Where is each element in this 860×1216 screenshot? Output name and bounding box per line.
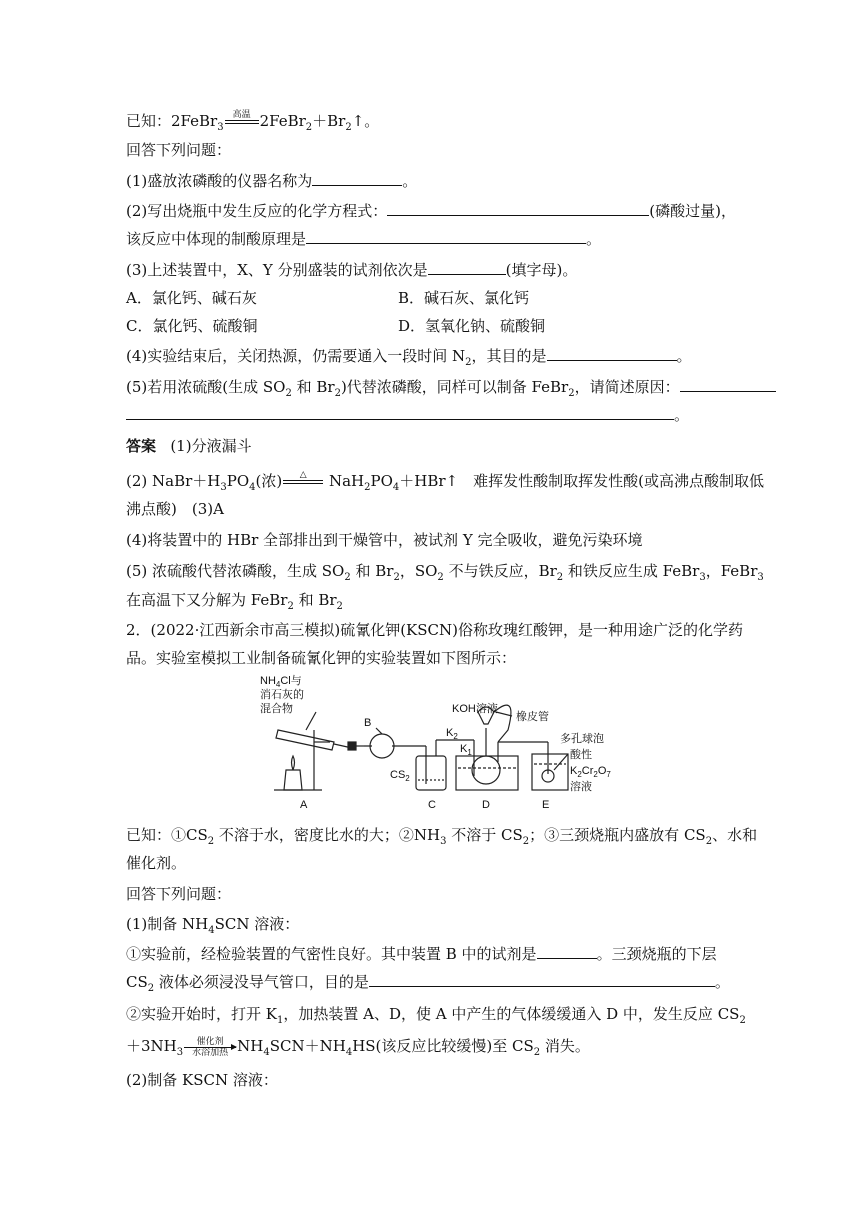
known-2-line-1: 已知：$①CS_2$ 不溶于水，密度比水的大；$②NH_3$ 不溶于 $CS_2$；③三颈烧瓶内盛放有 $CS_2$、水和 [126,826,758,847]
water-bath-d [456,756,518,790]
label-cs2: $CS_2$ [390,769,410,783]
answer-blank [126,405,674,420]
step-1-line-1: ①实验前，经检验装置的气密性良好。其中装置 B 中的试剂是 。三颈烧瓶的下层 [126,945,717,963]
answer-blank [369,972,715,987]
section-2-title: (2)制备 KSCN 溶液： [126,1071,278,1089]
known-reaction-1: 已知：2FeBr$_3$ 高温 $2FeBr_2+Br_2↑$。 [126,110,380,133]
question-4: (4)实验结束后，关闭热源，仍需要通入一段时间 $N_2$，其目的是 。 [126,347,692,368]
label-b: B [364,717,372,729]
label-k1: $K_1$ [460,743,472,757]
label-dichromate: $K_2Cr_2O_7$ [570,765,611,779]
label-acid: 酸性 [570,749,592,761]
answer-blank [428,260,506,275]
option-a: A．氯化钙、碱石灰 [126,289,257,307]
answer-4: (4)将装置中的 HBr 全部排出到干燥管中，被试剂 Y 完全吸收，避免污染环境 [126,531,643,549]
label-koh: KOH溶液 [452,703,498,715]
label-mixture-3: 混合物 [260,703,293,715]
test-tube [276,730,334,750]
option-d: D．氢氧化钠、硫酸铜 [398,317,546,335]
answer-blank [387,201,649,216]
step-1-line-2: $CS_2$ 液体必须浸没导气管口，目的是 。 [126,973,730,994]
instruction-2: 回答下列问题： [126,885,232,903]
bottle-c [416,756,446,790]
answer-5-line-2: 在高温下又分解为 FeBr$_2$ 和 $Br_2$ [126,591,343,612]
step-2-line-2: $+3NH_3$ 催化剂 水浴加热 $NH_4SCN+NH_4HS$(该反应比较缓慢)至 $CS_2$ 消失。 [126,1036,590,1058]
condition-high-temp: 高温 [225,110,259,134]
label-d: D [482,799,490,811]
label-c: C [428,799,436,811]
question-5-line-2: 。 [126,405,689,425]
answer-5-line-1: (5) 浓硫酸代替浓磷酸，生成 $SO_2$ 和 $Br_2$，$SO_2$ 不与铁反应，$Br_2$ 和铁反应生成 FeBr$_3$，FeBr$_3$ [126,562,764,583]
label-k2: $K_2$ [446,727,458,741]
text: 已知：2FeBr [126,112,218,130]
answer-blank [306,229,586,244]
answer-blank [680,377,776,392]
step-2-line-1: ②实验开始时，打开 $K_1$，加热装置 A、D，使 A 中产生的气体缓缓通入 D 中，发生反应 $CS_2$ [126,1005,746,1026]
option-c: C．氯化钙、硫酸铜 [126,317,258,335]
problem-2-line-2: 品。实验室模拟工业制备硫氰化钾的实验装置如下图所示： [126,649,517,667]
label-mixture-1: $NH_4Cl$与 [260,675,302,689]
answer-blank [312,171,402,186]
condition-heat: △ [283,470,323,494]
question-1: (1)盛放浓磷酸的仪器名称为 。 [126,172,418,190]
answer-blank [537,944,597,959]
known-2-line-2: 催化剂。 [126,854,187,872]
option-b: B．碱石灰、氯化钙 [398,289,530,307]
answer-1: 答案 (1)分液漏斗 [126,437,252,455]
label-solution: 溶液 [570,781,592,793]
condition-catalyst: 催化剂 水浴加热 [184,1037,236,1058]
three-neck-flask [472,756,500,784]
label-e: E [542,799,550,811]
question-2-line-1: (2)写出烧瓶中发生反应的化学方程式： (磷酸过量)， [126,202,736,220]
drying-tube-b [370,734,394,758]
instruction: 回答下列问题： [126,141,232,159]
label-a: A [300,799,308,811]
section-1-title: (1)制备 $NH_4SCN$ 溶液： [126,915,300,936]
alcohol-lamp [284,770,302,790]
label-rubber-tube: 橡皮管 [516,711,549,723]
answer-label: 答案 [126,437,157,455]
question-3: (3)上述装置中，X、Y 分别盛装的试剂依次是 (填字母)。 [126,261,578,279]
problem-2-line-1: 2．(2022·江西新余市高三模拟)硫氰化钾(KSCN)俗称玫瑰红酸钾，是一种用途广泛的化学药 [126,621,743,639]
question-2-line-2: 该反应中体现的制酸原理是 。 [126,230,602,248]
label-mixture-2: 消石灰的 [260,689,304,701]
answer-2-line-2: 沸点酸) (3)A [126,500,224,518]
answer-blank [547,346,677,361]
answer-2-line-1: (2) $NaBr+H_3PO_4$(浓) △ $NaH_2PO_4+HBr↑$ 难挥发性酸制取挥发性酸(或高沸点酸制取低 [126,470,764,493]
label-porous: 多孔球泡 [560,733,604,745]
apparatus-diagram [256,672,696,812]
question-5-line-1: (5)若用浓硫酸(生成 $SO_2$ 和 $Br_2$)代替浓磷酸，同样可以制备 FeBr$_2$，请简述原因： [126,377,776,397]
